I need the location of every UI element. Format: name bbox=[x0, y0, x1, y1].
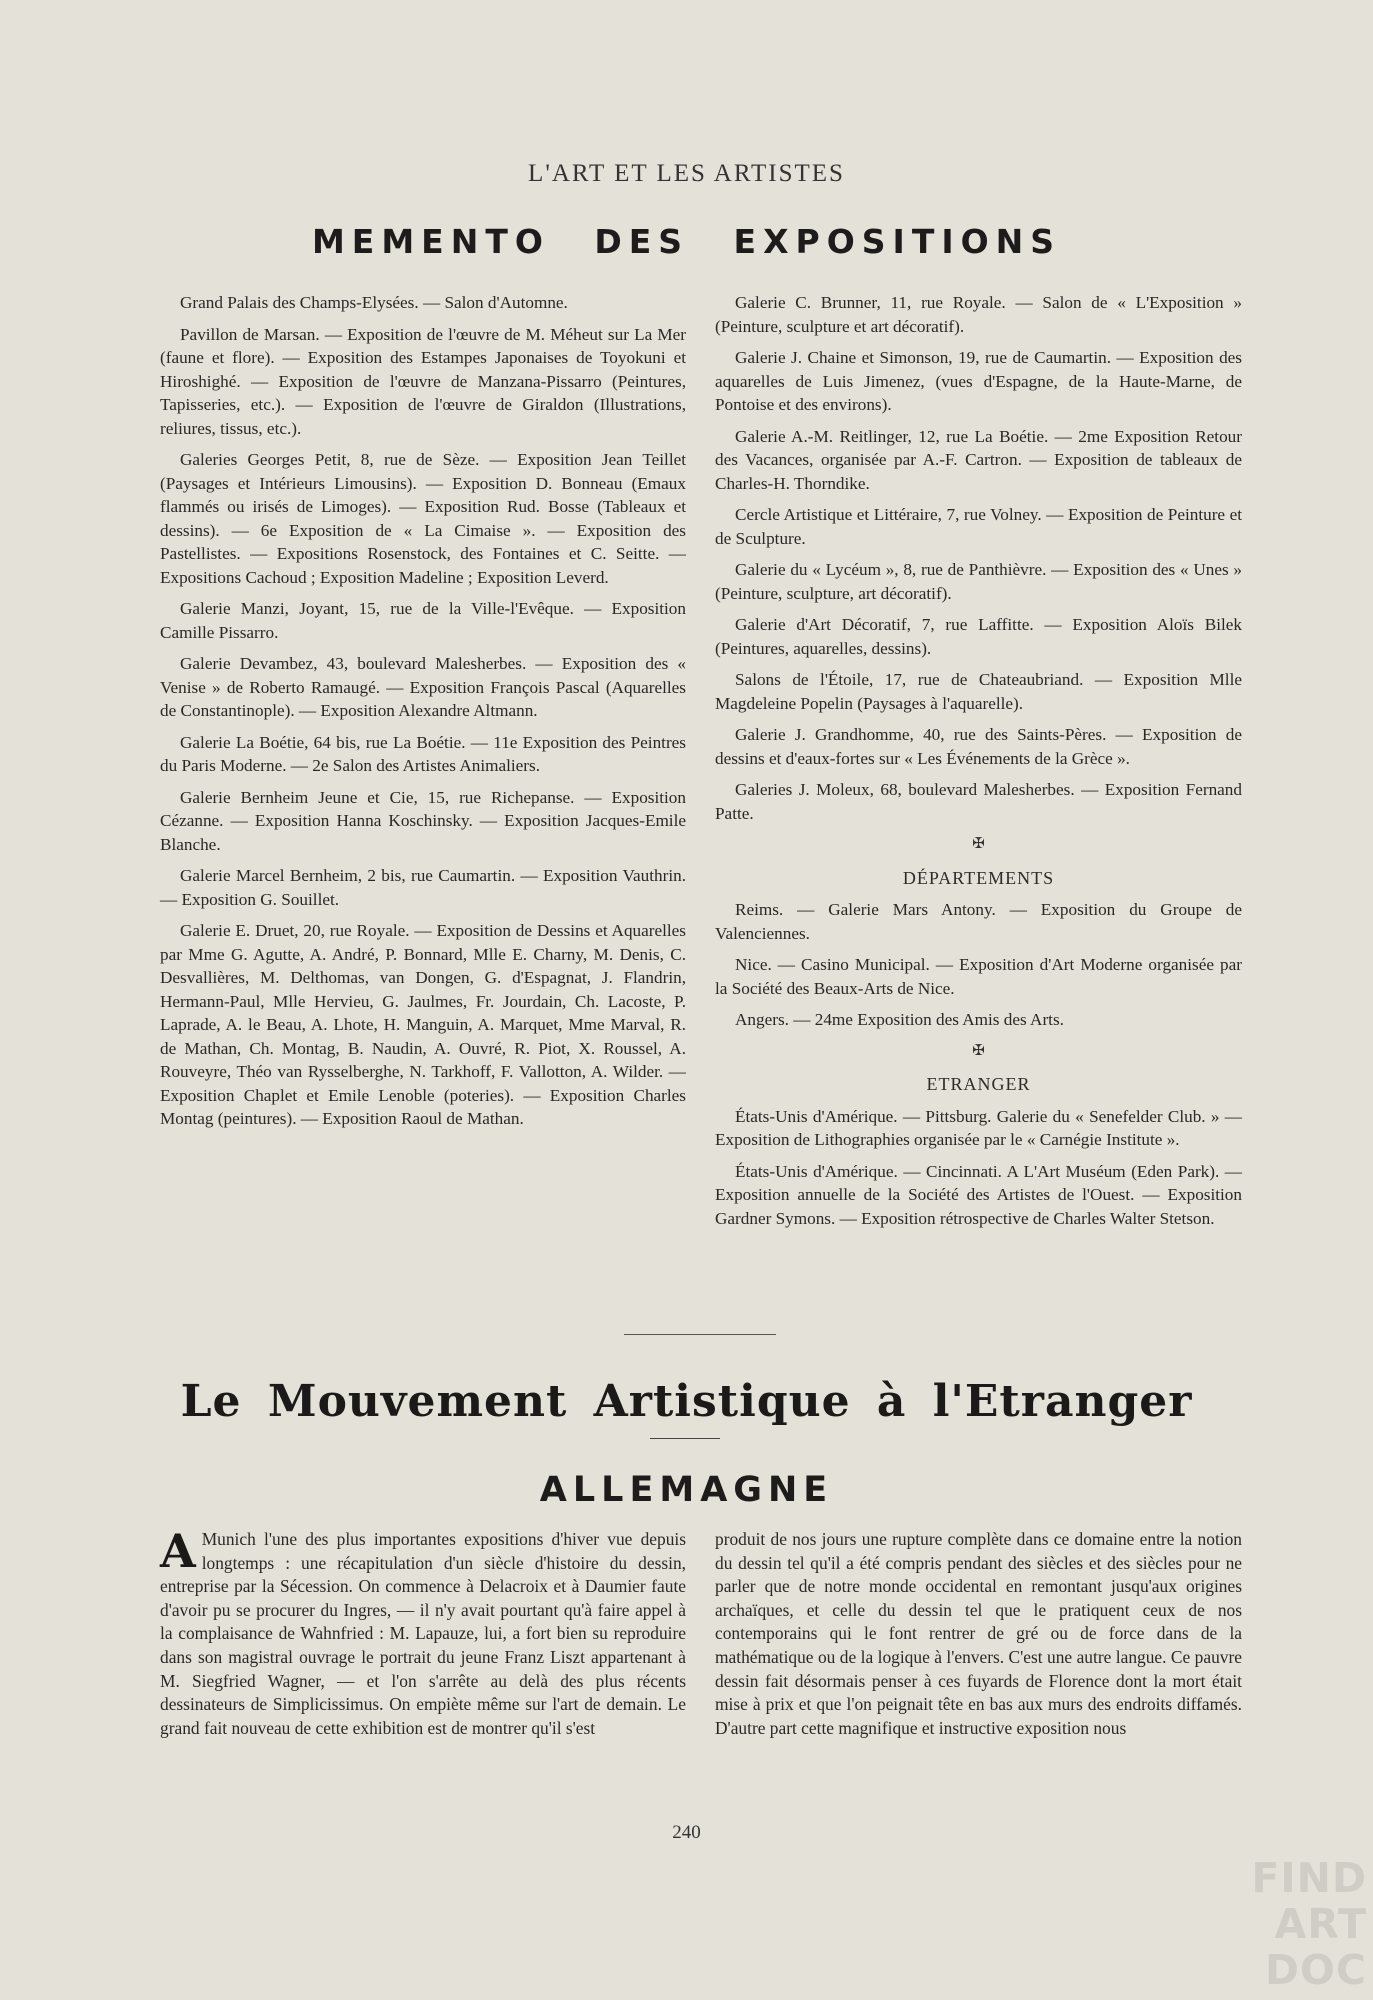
memento-entry: Cercle Artistique et Littéraire, 7, rue Volney. — Exposition de Peinture et de Sculpture. bbox=[715, 505, 1242, 548]
section-divider bbox=[624, 1334, 776, 1335]
departement-entry: Nice. — Casino Municipal. — Exposition d'Art Moderne organisée par la Société des Beaux-Arts de Nice. bbox=[715, 955, 1242, 998]
memento-entry: Salons de l'Étoile, 17, rue de Chateaubriand. — Exposition Mlle Magdeleine Popelin (Paysages à l'aquarelle). bbox=[715, 670, 1242, 713]
ornament-icon: ✠ bbox=[972, 836, 985, 852]
article-title: Le Mouvement Artistique à l'Etranger bbox=[180, 1376, 1193, 1427]
memento-entry: Galerie La Boétie, 64 bis, rue La Boétie. — 11e Exposition des Peintres du Paris Moderne. — 2e Salon des Artistes Animaliers. bbox=[160, 732, 686, 775]
memento-entry: Galerie A.-M. Reitlinger, 12, rue La Boétie. — 2me Exposition Retour des Vacances, organisée par A.-F. Cartron. — Exposition de tableaux de Charles-H. Thorndike. bbox=[715, 426, 1242, 493]
memento-right-column bbox=[715, 291, 1242, 1238]
memento-entry: Galerie J. Grandhomme, 40, rue des Saints-Pères. — Exposition de dessins et d'eaux-fortes sur « Les Événements de la Grèce ». bbox=[715, 725, 1242, 768]
memento-entry: Galerie Devambez, 43, boulevard Malesherbes. — Exposition des « Venise » de Roberto Ramaugé. — Exposition François Pascal (Aquarelles de Constantinople). — Exposition Alexandre Altmann. bbox=[160, 654, 686, 720]
watermark-logo bbox=[1232, 1855, 1373, 2000]
etranger-entry: États-Unis d'Amérique. — Cincinnati. A L'Art Muséum (Eden Park). — Exposition annuelle de la Société des Artistes de l'Ouest. — Exposition Gardner Symons. — Exposition rétrospective de Charles Walter Stetson. bbox=[715, 1161, 1242, 1228]
memento-entry: Galerie Manzi, Joyant, 15, rue de la Ville-l'Evêque. — Exposition Camille Pissarro. bbox=[160, 599, 686, 642]
memento-entry: Galerie Bernheim Jeune et Cie, 15, rue Richepanse. — Exposition Cézanne. — Exposition Hanna Koschinsky. — Exposition Jacques-Emile Blanche. bbox=[160, 787, 686, 854]
memento-entry: Galeries J. Moleux, 68, boulevard Malesherbes. — Exposition Fernand Patte. bbox=[715, 780, 1242, 823]
etranger-entry: États-Unis d'Amérique. — Pittsburg. Galerie du « Senefelder Club. » — Exposition de Lithographies organisée par le « Carnégie Institute ». bbox=[715, 1106, 1242, 1149]
watermark-line: FIND bbox=[1251, 1854, 1367, 1902]
memento-title: MEMENTO DES EXPOSITIONS bbox=[311, 222, 1062, 261]
article-left-text: Munich l'une des plus importantes expositions d'hiver vue depuis longtemps : une récapitulation d'un siècle d'histoire du dessin, entreprise par la Sécession. On commence à Delacroix et à Daumier faute d'avoir pu se procurer du Ingres, — il n'y avait pourtant qu'à faire appel à la complaisance de Wahnfried : M. Lapauze, lui, a fort bien su reproduire dans son magistral ouvrage le portrait du jeune Franz Liszt appartenant à M. Siegfried Wagner, — et l'on s'arrête au delà des plus récents dessinateurs de Simplicissimus. On empiète même sur l'art de demain. Le grand fait nouveau de cette exhibition est de montrer qu'il s'est bbox=[160, 1529, 686, 1738]
article-right-text: produit de nos jours une rupture complète dans ce domaine entre la notion du dessin tel qu'il a été compris pendant des siècles et des siècles pour ne parler que de notre monde occidental en remontant jusqu'aux origines archaïques, et celle du dessin tel que le pratiquent ceux de nos contemporains qui le font rentrer de gré ou de force dans de la mathématique ou de la logique à l'envers. C'est une autre langue. Ce pauvre dessin fait désormais penser à ces fuyards de Florence dont la mort était mise à prix et que l'on peignait tête en bas aux murs des endroits diffamés. D'autre part cette magnifique et instructive exposition nous bbox=[715, 1529, 1242, 1738]
memento-entry: Galerie J. Chaine et Simonson, 19, rue de Caumartin. — Exposition des aquarelles de Luis Jimenez, (vues d'Espagne, de la Haute-Marne, de Pontoise et des environs). bbox=[715, 348, 1242, 414]
article-left-column bbox=[160, 1524, 686, 1740]
country-heading: ALLEMAGNE bbox=[539, 1470, 834, 1510]
memento-left-column bbox=[160, 291, 686, 1139]
article-paragraph bbox=[160, 1524, 686, 1740]
departement-entry: Angers. — 24me Exposition des Amis des Arts. bbox=[735, 1010, 1064, 1029]
departement-entry: Reims. — Galerie Mars Antony. — Exposition du Groupe de Valenciennes. bbox=[715, 900, 1242, 943]
watermark-line: ART bbox=[1274, 1900, 1367, 1948]
memento-entry: Galeries Georges Petit, 8, rue de Sèze. — Exposition Jean Teillet (Paysages et Intérieurs Limousins). — Exposition D. Bonneau (Emaux flammés ou irisés de Limoges). — Exposition Rud. Bosse (Tableaux et dessins). — 6e Exposition de « La Cimaise ». — Exposition des Pastellistes. — Expositions Rosenstock, des Fontaines et C. Seitte. — Expositions Cachoud ; Exposition Madeline ; Exposition Leverd. bbox=[160, 450, 686, 587]
memento-entry: Pavillon de Marsan. — Exposition de l'œuvre de M. Méheut sur La Mer (faune et flore). — Exposition des Estampes Japonaises de Toyokuni et Hiroshighé. — Exposition de l'œuvre de Manzana-Pissarro (Peintures, Tapisseries, etc.). — Exposition de l'œuvre de Giraldon (Illustrations, reliures, tissus, etc.). bbox=[160, 324, 686, 438]
title-underline bbox=[650, 1438, 720, 1439]
memento-entry: Galerie Marcel Bernheim, 2 bis, rue Caumartin. — Exposition Vauthrin. — Exposition G. Souillet. bbox=[160, 866, 686, 909]
drop-cap: A bbox=[160, 1524, 196, 1578]
memento-entry: Grand Palais des Champs-Elysées. — Salon d'Automne. bbox=[180, 293, 568, 312]
etranger-heading: ETRANGER bbox=[926, 1074, 1031, 1094]
article-right-column bbox=[715, 1528, 1242, 1740]
ornament-icon: ✠ bbox=[972, 1042, 985, 1059]
memento-entry: Galerie d'Art Décoratif, 7, rue Laffitte. — Exposition Aloïs Bilek (Peintures, aquarelles, dessins). bbox=[715, 615, 1242, 658]
page-number: 240 bbox=[672, 1822, 701, 1843]
running-head: L'ART ET LES ARTISTES bbox=[528, 160, 845, 187]
watermark-line: DOC bbox=[1265, 1946, 1367, 1994]
departements-heading: DÉPARTEMENTS bbox=[902, 867, 1055, 888]
memento-entry: Galerie du « Lycéum », 8, rue de Panthièvre. — Exposition des « Unes » (Peinture, sculpture, art décoratif). bbox=[715, 560, 1242, 603]
memento-entry: Galerie E. Druet, 20, rue Royale. — Exposition de Dessins et Aquarelles par Mme G. Agutte, A. André, P. Bonnard, Mlle E. Charny, M. Denis, C. Desvallières, M. Delthomas, van Dongen, G. d'Espagnat, J. Flandrin, Hermann-Paul, Mlle Hervieu, G. Jaulmes, Fr. Jourdain, Ch. Lacoste, P. Laprade, A. le Beau, A. Lhote, H. Manguin, A. Marquet, Mme Marval, R. de Mathan, Ch. Montag, B. Naudin, A. Ouvré, R. Piot, X. Roussel, A. Rouveyre, Théo van Rysselberghe, N. Tarkhoff, F. Vallotton, A. Wilder. — Exposition Chaplet et Emile Lenoble (poteries). — Exposition Charles Montag (peintures). — Exposition Raoul de Mathan. bbox=[160, 921, 686, 1128]
memento-entry: Galerie C. Brunner, 11, rue Royale. — Salon de « L'Exposition » (Peinture, sculpture et art décoratif). bbox=[715, 293, 1242, 336]
